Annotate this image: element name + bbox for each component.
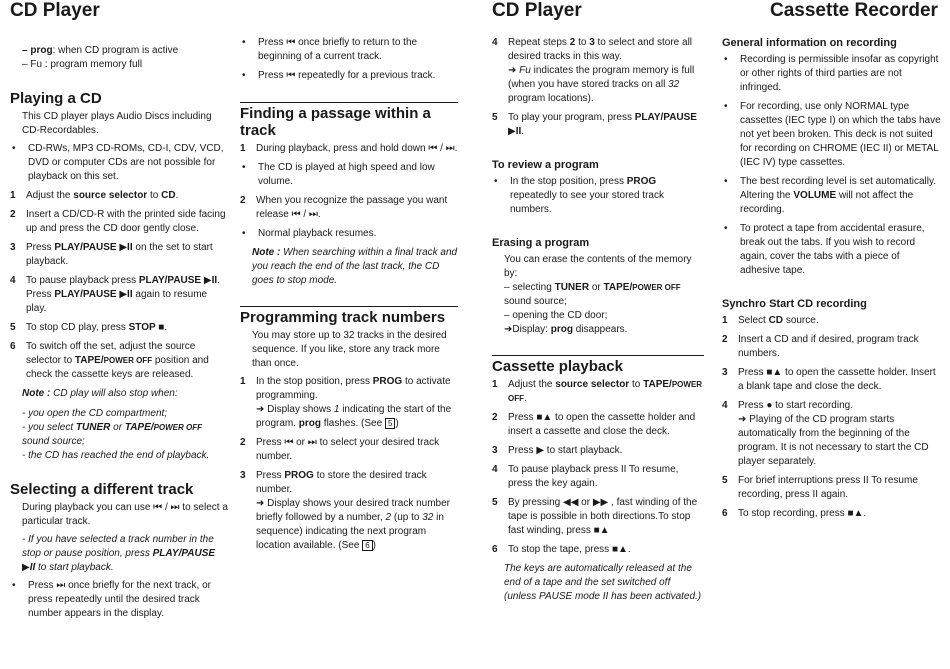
list-item: 3 Press ▶ to start playback. (492, 445, 623, 456)
prog-indicator-line: – prog: when CD program is active (22, 45, 179, 56)
list-item: 1 During playback, press and hold down ⏮ / ⏭. (240, 143, 458, 154)
prog-intro: You may store up to 32 tracks in the desired sequence. If you like, store any track more than once. (252, 330, 447, 369)
list-item: 2 Insert a CD/CD-R with the printed side facing up and press the CD door gently close. (10, 209, 226, 234)
list-item: • To protect a tape from accidental erasure, break out the tabs. If you wish to record again, cover the tabs with a piece of adhesive tape. (724, 223, 925, 276)
list-item: • Press ⏮ repeatedly for a previous track. (242, 70, 436, 81)
column-3 (492, 36, 704, 669)
select-note: - If you have selected a track number in the stop or pause position, press PLAY/PAUSE ▶II to start playback. (22, 534, 216, 573)
column-1 (10, 44, 228, 669)
list-item: 6 To stop recording, press ■▲. (722, 508, 867, 519)
list-item: 5 To stop CD play, press STOP ■. (10, 322, 168, 333)
list-item: • Press ⏮ once briefly to return to the beginning of a current track. (242, 37, 418, 62)
list-item: 5 By pressing ◀◀ or ▶▶ , fast winding of the tape is possible in both directions.To stop fast winding, press ■▲ (492, 497, 698, 536)
erase-intro: You can erase the contents of the memory by: (504, 254, 692, 279)
list-item: 6 To switch off the set, adjust the source selector to TAPE/POWER OFF position and check the cassette keys are released. (10, 341, 209, 380)
list-item: 4 Repeat steps 2 to 3 to select and store all desired tracks in this way. ➜ Fu indicates the program memory is full (when you have stored tracks on all 32 program locations). (492, 37, 695, 104)
list-item: 2 Press ⏮ or ⏭ to select your desired track number. (240, 437, 440, 462)
note-line: - you select TUNER or TAPE/POWER OFF sound source; (22, 422, 203, 447)
heading-playing-cd: Playing a CD (10, 90, 102, 107)
list-item: 1 Select CD source. (722, 315, 819, 326)
select-intro: During playback you can use ⏮ / ⏭ to select a particular track. (22, 502, 228, 527)
column-2 (240, 36, 458, 669)
list-item: 4 Press ● to start recording. ➜ Playing of the CD program starts automatically from the beginning of the program. It is not necessary to start the CD player separately. (722, 400, 929, 467)
erase-line: ➜Display: prog disappears. (504, 324, 628, 335)
list-item: • Normal playback resumes. (242, 228, 377, 239)
playing-intro: This CD player plays Audio Discs including CD-Recordables. (22, 111, 212, 136)
list-item: • In the stop position, press PROG repeatedly to see your stored track numbers. (494, 176, 664, 215)
list-item: 1 In the stop position, press PROG to activate programming. ➜ Display shows 1 indicating the start of the program. prog flashes. (See 5 ) (240, 376, 452, 429)
note-cassette: The keys are automatically released at the end of a tape and the set switched off (unless PAUSE mode II has been activated.) (504, 563, 702, 602)
list-item: 6 To stop the tape, press ■▲. (492, 544, 631, 555)
page-title-right: Cassette Recorder (770, 0, 938, 21)
heading-finding-passage: Finding a passage within a track (240, 105, 431, 139)
memory-full-line: – Fu : program memory full (22, 59, 143, 70)
erase-line: – opening the CD door; (504, 310, 608, 321)
list-item: 3 Press ■▲ to open the cassette holder. Insert a blank tape and close the deck. (722, 367, 936, 392)
heading-cassette-playback: Cassette playback (492, 358, 623, 375)
list-item: 5 To play your program, press PLAY/PAUSE ▶II. (492, 112, 697, 137)
heading-review-program: To review a program (492, 159, 599, 171)
erase-line: – selecting TUNER or TAPE/POWER OFF sound source; (504, 282, 681, 307)
page-title-left: CD Player (10, 0, 100, 21)
heading-erasing-program: Erasing a program (492, 237, 590, 249)
list-item: • The best recording level is set automatically. Altering the VOLUME will not affect the recording. (724, 176, 937, 215)
heading-synchro-start: Synchro Start CD recording (722, 298, 867, 310)
list-item: 2 Insert a CD and if desired, program track numbers. (722, 334, 919, 359)
list-item: • Recording is permissible insofar as copyright or other rights of third parties are not infringed. (724, 54, 939, 93)
list-item: 2 When you recognize the passage you want release ⏮ / ⏭. (240, 195, 448, 220)
list-item: 4 To pause playback press II To resume, press the key again. (492, 464, 679, 489)
list-item: • For recording, use only NORMAL type cassettes (IEC type I) on which the tabs have not yet been broken. This deck is not suited for recording on CHROME (IEC II) or METAL (IEC IV) type cassettes. (724, 101, 941, 168)
note-find: Note : When searching within a final track and you reach the end of the last track, the CD goes to stop mode. (252, 247, 458, 286)
list-item: • Press ⏭ once briefly for the next track, or press repeatedly until the desired track number appears in the display. (12, 580, 211, 619)
heading-selecting-track: Selecting a different track (10, 481, 194, 498)
note-cd-stop: Note : CD play will also stop when: (22, 388, 178, 399)
page-title-mid: CD Player (492, 0, 582, 21)
list-item: 1 Adjust the source selector to TAPE/POWER OFF. (492, 379, 703, 404)
column-4 (722, 36, 942, 669)
list-item: 3 Press PROG to store the desired track number. ➜ Display shows your desired track number briefly followed by a number, 2 (up to 32 in sequence) indicating the next program location available. (See 6 ) (240, 470, 451, 551)
list-item: 2 Press ■▲ to open the cassette holder and insert a cassette and close the deck. (492, 412, 696, 437)
list-item: 4 To pause playback press PLAY/PAUSE ▶II. Press PLAY/PAUSE ▶II again to resume play. (10, 275, 220, 314)
list-item: 1 Adjust the source selector to CD. (10, 190, 179, 201)
heading-general-recording: General information on recording (722, 37, 897, 49)
list-item: • The CD is played at high speed and low volume. (242, 162, 435, 187)
note-line: - the CD has reached the end of playback. (22, 450, 210, 461)
note-line: - you open the CD compartment; (22, 408, 168, 419)
heading-programming: Programming track numbers (240, 309, 446, 326)
list-item: 5 For brief interruptions press II To resume recording, press II again. (722, 475, 918, 500)
list-item: • CD-RWs, MP3 CD-ROMs, CD-I, CDV, VCD, DVD or computer CDs are not possible for playback on this set. (12, 143, 224, 182)
list-item: 3 Press PLAY/PAUSE ▶II on the set to start playback. (10, 242, 213, 267)
